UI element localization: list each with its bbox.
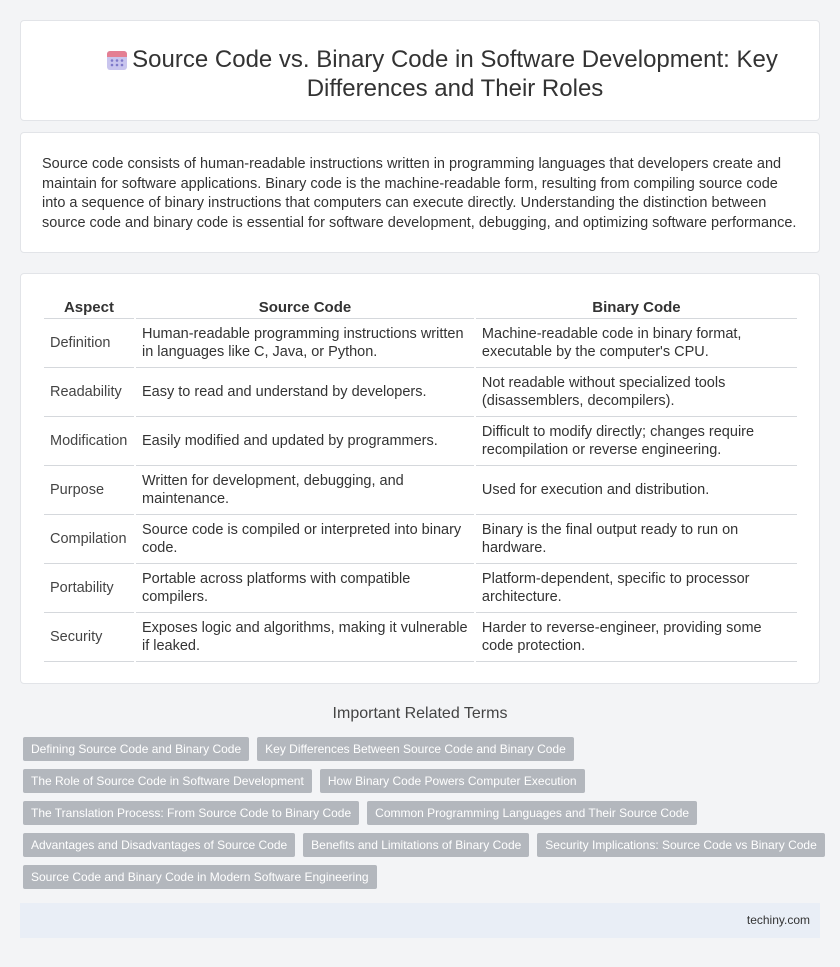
table-row <box>44 319 797 368</box>
related-terms-list <box>23 737 823 897</box>
intro-paragraph: Source code consists of human-readable instructions written in programming languages that developers create and maintain for software applications. Binary code is the machine-readable form, resulting from compiling source code into a sequence of binary instructions that computers can execute directly. Understanding the distinction between source code and binary code is essential for software development, debugging, and optimizing software performance. <box>42 156 797 231</box>
aspect-cell: Definition <box>44 319 134 368</box>
aspect-cell: Readability <box>44 368 134 417</box>
intro-card <box>20 132 820 253</box>
binary-code-cell: Platform-dependent, specific to processor architecture. <box>476 564 797 613</box>
comparison-table <box>42 297 799 662</box>
related-term-tag[interactable]: Security Implications: Source Code vs Binary Code <box>537 833 824 857</box>
binary-code-cell: Difficult to modify directly; changes require recompilation or reverse engineering. <box>476 417 797 466</box>
calendar-icon <box>105 48 129 72</box>
aspect-cell: Modification <box>44 417 134 466</box>
table-row <box>44 564 797 613</box>
table-header-row <box>44 297 797 319</box>
title-card <box>20 20 820 121</box>
source-code-cell: Portable across platforms with compatible compilers. <box>136 564 474 613</box>
related-terms-heading: Important Related Terms <box>332 705 508 722</box>
related-term-tag[interactable]: Key Differences Between Source Code and Binary Code <box>257 737 574 761</box>
source-code-cell: Written for development, debugging, and maintenance. <box>136 466 474 515</box>
related-term-tag[interactable]: Benefits and Limitations of Binary Code <box>303 833 529 857</box>
related-term-tag[interactable]: Advantages and Disadvantages of Source Code <box>23 833 295 857</box>
tag-row <box>23 801 823 825</box>
binary-code-cell: Machine-readable code in binary format, executable by the computer's CPU. <box>476 319 797 368</box>
binary-code-cell: Used for execution and distribution. <box>476 466 797 515</box>
footer <box>20 903 820 938</box>
tag-row <box>23 769 823 793</box>
footer-site-link[interactable]: techiny.com <box>746 913 810 927</box>
aspect-cell: Portability <box>44 564 134 613</box>
tag-row <box>23 737 823 761</box>
source-code-cell: Easy to read and understand by developers. <box>136 368 474 417</box>
related-term-tag[interactable]: The Translation Process: From Source Code to Binary Code <box>23 801 359 825</box>
related-term-tag[interactable]: How Binary Code Powers Computer Execution <box>320 769 585 793</box>
source-code-cell: Human-readable programming instructions written in languages like C, Java, or Python. <box>136 319 474 368</box>
table-row <box>44 417 797 466</box>
binary-code-cell: Binary is the final output ready to run on hardware. <box>476 515 797 564</box>
related-term-tag[interactable]: Source Code and Binary Code in Modern Software Engineering <box>23 865 377 889</box>
related-term-tag[interactable]: Common Programming Languages and Their Source Code <box>367 801 697 825</box>
source-code-cell: Exposes logic and algorithms, making it vulnerable if leaked. <box>136 613 474 662</box>
table-row <box>44 368 797 417</box>
aspect-cell: Purpose <box>44 466 134 515</box>
tag-row <box>23 865 823 889</box>
header-aspect: Aspect <box>44 297 134 319</box>
source-code-cell: Source code is compiled or interpreted into binary code. <box>136 515 474 564</box>
aspect-cell: Compilation <box>44 515 134 564</box>
source-code-cell: Easily modified and updated by programmers. <box>136 417 474 466</box>
header-source-code: Source Code <box>136 297 474 319</box>
binary-code-cell: Not readable without specialized tools (disassemblers, decompilers). <box>476 368 797 417</box>
table-row <box>44 515 797 564</box>
related-term-tag[interactable]: Defining Source Code and Binary Code <box>23 737 249 761</box>
tag-row <box>23 833 823 857</box>
aspect-cell: Security <box>44 613 134 662</box>
table-row <box>44 613 797 662</box>
table-row <box>44 466 797 515</box>
header-binary-code: Binary Code <box>476 297 797 319</box>
comparison-table-card <box>20 273 820 684</box>
related-term-tag[interactable]: The Role of Source Code in Software Development <box>23 769 312 793</box>
binary-code-cell: Harder to reverse-engineer, providing some code protection. <box>476 613 797 662</box>
page-title: Source Code vs. Binary Code in Software Development: Key Differences and Their Roles <box>132 46 778 102</box>
